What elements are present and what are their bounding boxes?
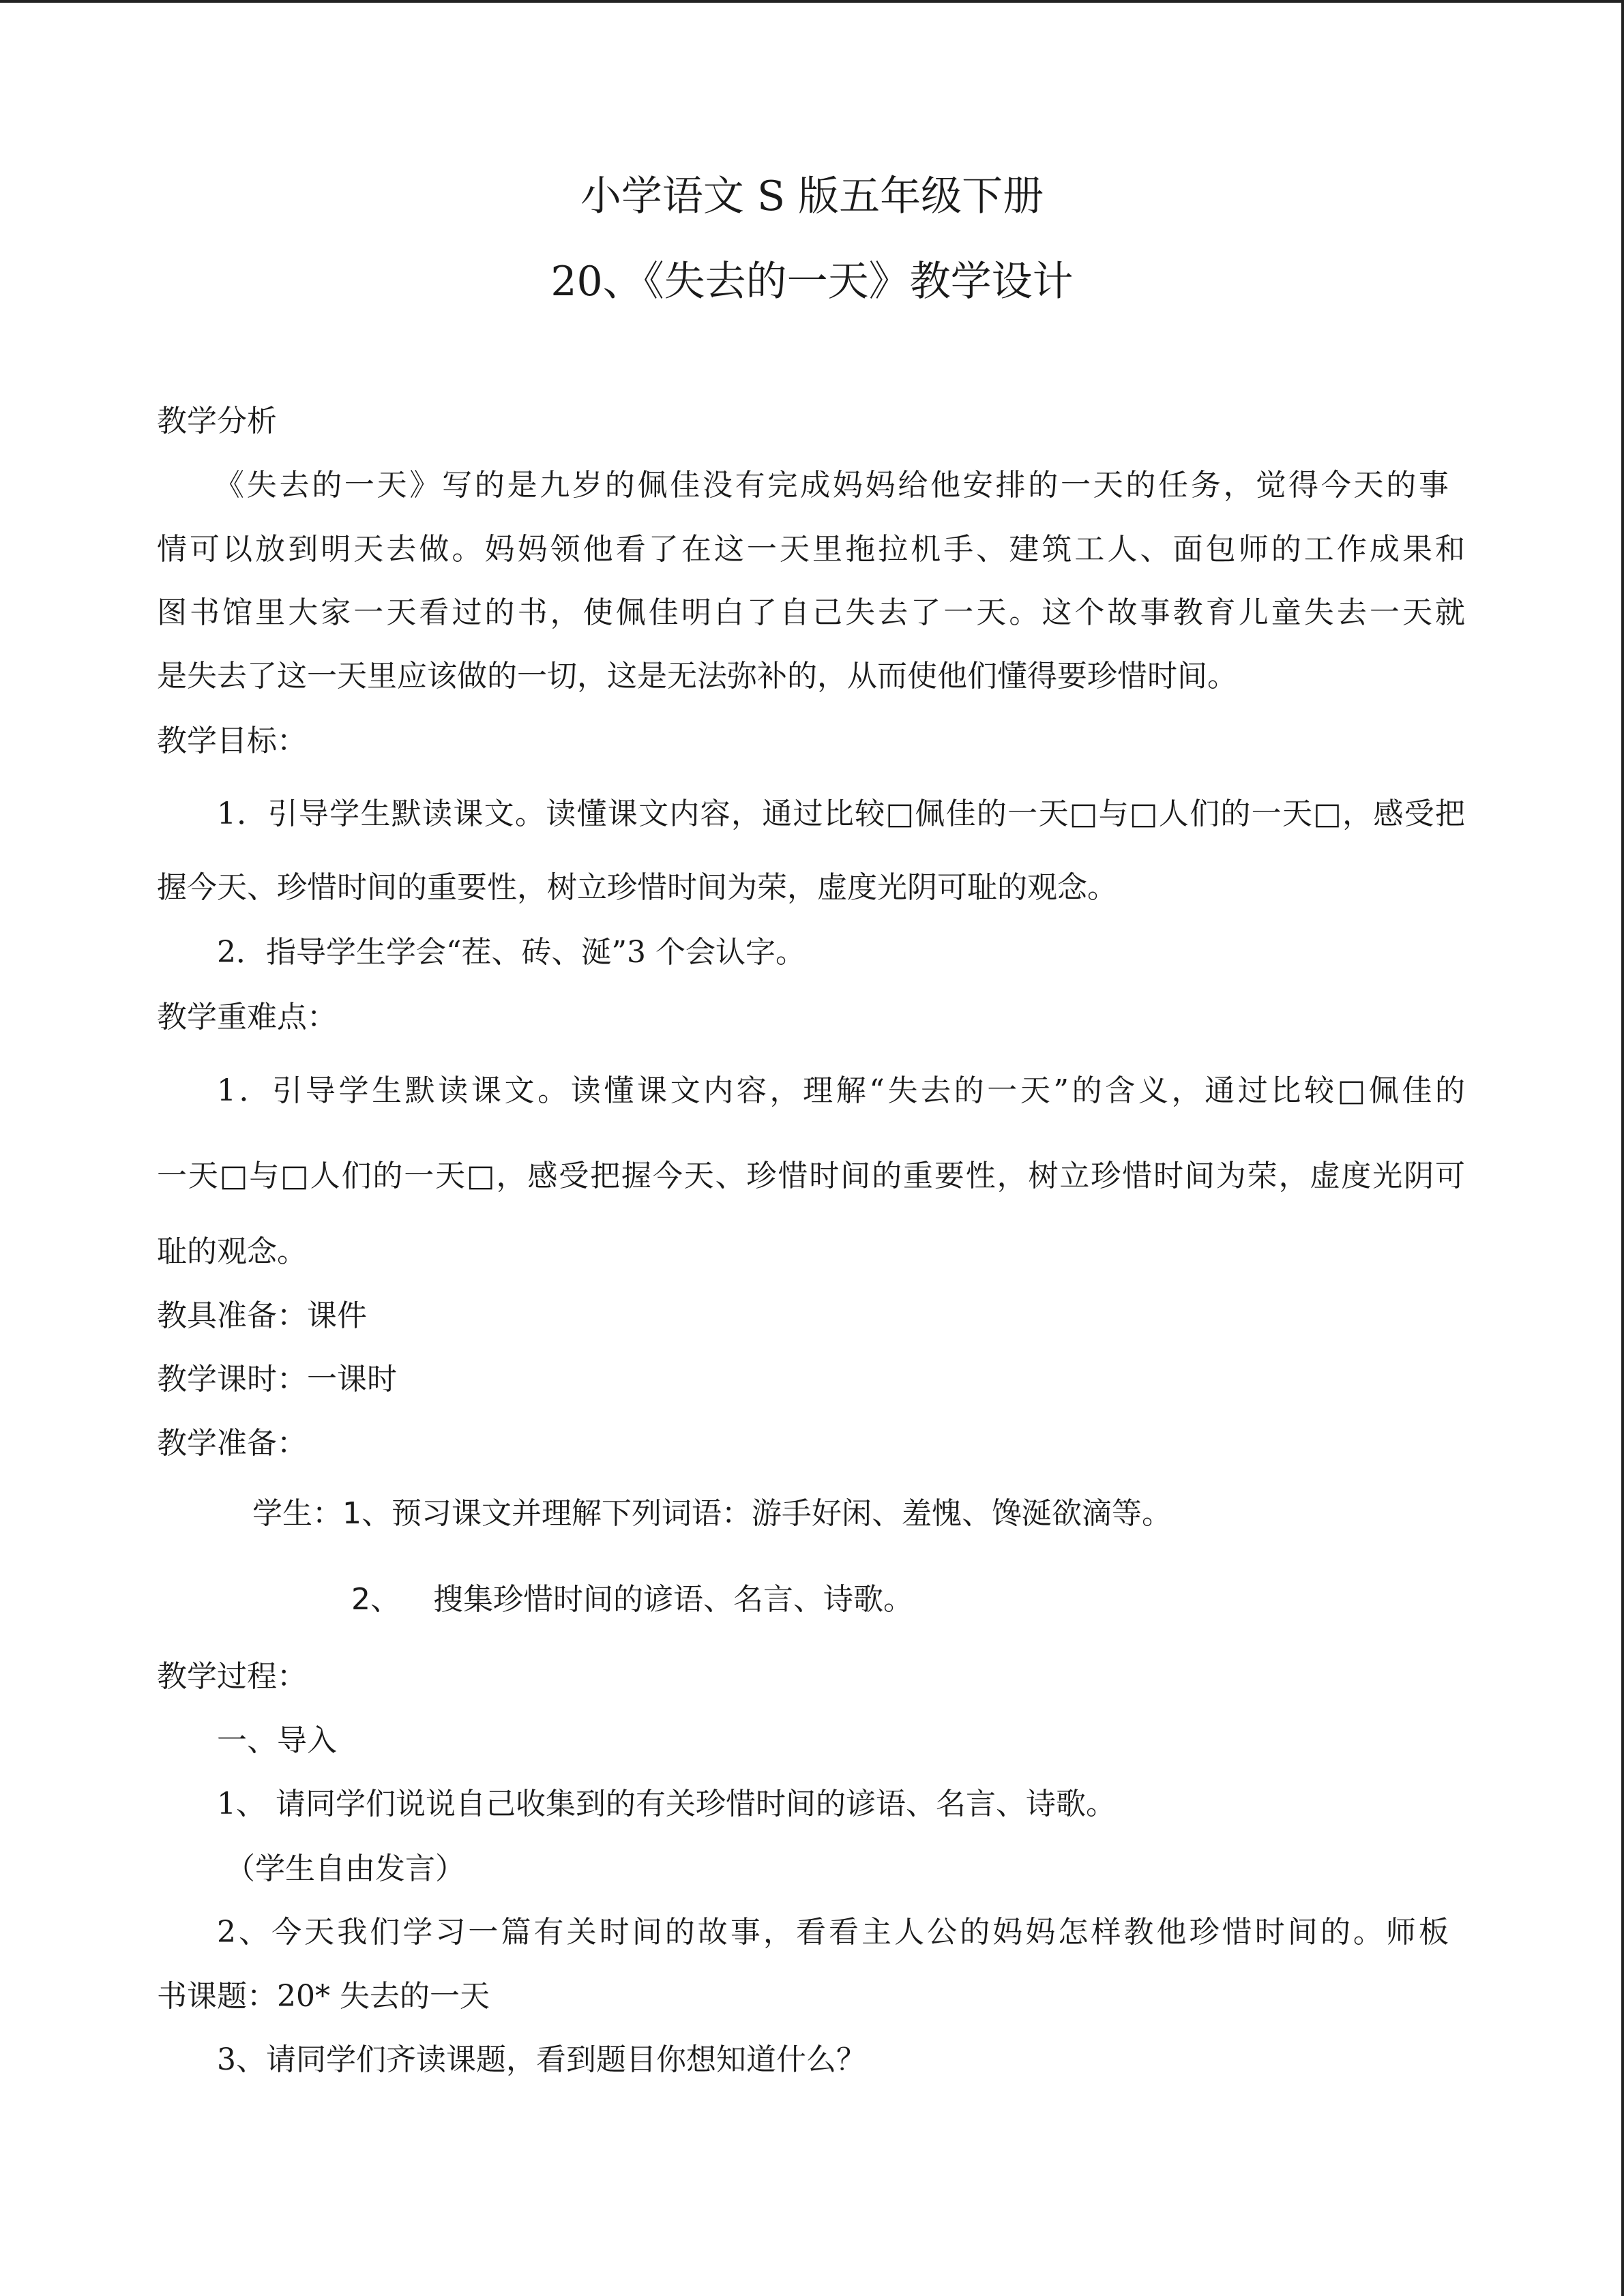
- page-border-top: [0, 0, 1624, 3]
- process-step-3: 3、请同学们齐读课题，看到题目你想知道什么？: [217, 2042, 866, 2077]
- process-step-1-note: （学生自由发言）: [225, 1851, 465, 1886]
- goals-heading: 教学目标：: [157, 724, 307, 758]
- prep-heading: 教学准备：: [157, 1426, 307, 1461]
- key-points-line-1: 1．引导学生默读课文。读懂课文内容，理解“失去的一天”的含义，通过比较□佩佳的: [217, 1073, 1465, 1108]
- key-points-heading: 教学重难点：: [157, 1000, 337, 1034]
- document-title: 小学语文 S 版五年级下册: [580, 173, 1044, 220]
- prep-item-1: [252, 1493, 1172, 1534]
- analysis-heading: 教学分析: [157, 404, 277, 438]
- analysis-line-4: 是失去了这一天里应该做的一切，这是无法弥补的，从而使他们懂得要珍惜时间。: [157, 659, 1237, 694]
- process-step-1: 1、 请同学们说说自己收集到的有关珍惜时间的谚语、名言、诗歌。: [217, 1787, 1116, 1821]
- prep-item-1-number: 1、: [342, 1496, 392, 1531]
- goals-item-2: 2．指导学生学会“茬、砖、涎”3 个会认字。: [217, 935, 806, 970]
- prep-item-1-text: 预习课文并理解下列词语：游手好闲、羞愧、馋涎欲滴等。: [392, 1496, 1172, 1531]
- process-section-1: 一、导入: [217, 1723, 337, 1758]
- process-step-2-line-1: 2、今天我们学习一篇有关时间的故事，看看主人公的妈妈怎样教他珍惜时间的。师板: [217, 1915, 1449, 1950]
- process-step-2-line-2: 书课题：20* 失去的一天: [157, 1979, 490, 2014]
- prep-item-2: [351, 1579, 913, 1620]
- lesson-title: 20、《失去的一天》教学设计: [550, 258, 1074, 305]
- prep-student-label: 学生：: [252, 1496, 342, 1531]
- analysis-line-2: 情可以放到明天去做。妈妈领他看了在这一天里拖拉机手、建筑工人、面包师的工作成果和: [157, 532, 1465, 567]
- analysis-line-1: 《失去的一天》写的是九岁的佩佳没有完成妈妈给他安排的一天的任务，觉得今天的事: [214, 468, 1449, 503]
- process-heading: 教学过程：: [157, 1659, 307, 1694]
- teaching-hours: 教学课时：一课时: [157, 1362, 397, 1397]
- analysis-line-3: 图书馆里大家一天看过的书，使佩佳明白了自己失去了一天。这个故事教育儿童失去一天就: [157, 595, 1465, 630]
- key-points-line-3: 耻的观念。: [157, 1234, 307, 1269]
- prep-item-2-text: 搜集珍惜时间的谚语、名言、诗歌。: [433, 1582, 913, 1617]
- goals-item-1-line-1: 1．引导学生默读课文。读懂课文内容，通过比较□佩佳的一天□与□人们的一天□，感受把: [217, 796, 1465, 831]
- goals-item-1-line-2: 握今天、珍惜时间的重要性，树立珍惜时间为荣，虚度光阴可耻的观念。: [157, 870, 1117, 905]
- teaching-tools: 教具准备：课件: [157, 1298, 367, 1333]
- page-border-right: [1621, 0, 1624, 2296]
- key-points-line-2: 一天□与□人们的一天□，感受把握今天、珍惜时间的重要性，树立珍惜时间为荣，虚度光阴可: [157, 1159, 1465, 1193]
- prep-item-2-number: 2、: [351, 1582, 400, 1617]
